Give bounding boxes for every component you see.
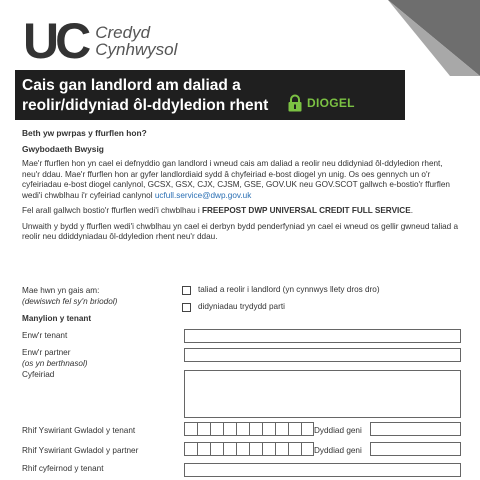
partner-name-text: Enw'r partner (22, 348, 71, 357)
partner-name-input[interactable] (184, 348, 461, 362)
partner-name-hint: (os yn berthnasol) (22, 358, 88, 368)
email-link[interactable]: ucfull.service@dwp.gov.uk (154, 190, 252, 200)
managed-payment-checkbox[interactable] (182, 286, 191, 295)
intro-section (22, 125, 462, 243)
title-banner (15, 70, 405, 120)
tenant-ref-label: Rhif cyfeirnod y tenant (22, 464, 104, 473)
managed-payment-option-label: taliad a reolir i landlord (yn cynnwys llety dros dro) (198, 285, 380, 294)
partner-name-label (22, 348, 88, 369)
partner-dob-input[interactable] (370, 442, 461, 456)
lock-icon (287, 94, 303, 112)
universal-credit-logo (23, 13, 178, 69)
intro-paragraph-2 (22, 206, 462, 217)
important-info-heading: Gwybodaeth Bwysig (22, 143, 104, 154)
tenant-ni-label: Rhif Yswiriant Gwladol y tenant (22, 426, 136, 435)
tenant-ref-input[interactable] (184, 463, 461, 477)
intro-paragraph-1 (22, 159, 462, 201)
tenant-dob-input[interactable] (370, 422, 461, 436)
purpose-question: Beth yw pwrpas y ffurflen hon? (22, 128, 147, 138)
third-party-deductions-option-label: didyniadau trydydd parti (198, 302, 285, 311)
third-party-deductions-checkbox[interactable] (182, 303, 191, 312)
address-input[interactable] (184, 370, 461, 418)
applying-for-hint: (dewiswch fel sy'n briodol) (22, 296, 118, 306)
partner-ni-label: Rhif Yswiriant Gwladol y partner (22, 446, 139, 455)
tenant-ni-input[interactable] (184, 422, 314, 436)
applying-for-text: Mae hwn yn gais am: (22, 286, 100, 295)
partner-ni-input[interactable] (184, 442, 314, 456)
intro-para1-text: Mae'r ffurflen hon yn cael ei defnyddio gan landlord i wneud cais am daliad a reolir neu ddidyniad ôl-ddyledion rhent, neu'r ddau. Mae'r ffurflen hon ar gyfer landlordiaid sydd â chyfeiriad e-bost diogel yn unig. Os oes gennych un o'r cyfeiriadau e-bost diogel canlynol, GCSX, GSX, CJX, CJSM, GSE, GOV.UK neu GOV.SCOT gallwch e-bostio'r ffurflen wedi'i chwblhau i'r cyfeiriad canlynol (22, 159, 450, 200)
tenant-name-label: Enw'r tenant (22, 331, 68, 340)
applying-for-label (22, 286, 117, 307)
page-title: Cais gan landlord am daliad a reolir/didyniad ôl-ddyledion rhent (22, 77, 269, 114)
corner-fold-graphic (388, 0, 480, 76)
secure-label: DIOGEL (307, 96, 355, 110)
tenant-dob-label: Dyddiad geni (314, 426, 362, 435)
intro-para2-prefix: Fel arall gallwch bostio'r ffurflen wedi'i chwblhau i (22, 206, 200, 215)
secure-badge (287, 94, 355, 112)
freepost-address: FREEPOST DWP UNIVERSAL CREDIT FULL SERVICE (202, 206, 411, 215)
address-label: Cyfeiriad (22, 370, 55, 379)
logo-word-cynhwysol: Cynhwysol (95, 40, 178, 59)
partner-dob-label: Dyddiad geni (314, 446, 362, 455)
logo-mark: UC (23, 13, 88, 69)
intro-paragraph-3: Unwaith y bydd y ffurflen wedi'i chwblhau yn cael ei derbyn bydd penderfyniad yn cael ei wneud os gellir gwneud taliad a reolir neu ddiddyniadau ôl-ddyledion rhent neu'r ddau. (22, 221, 459, 241)
tenant-name-input[interactable] (184, 329, 461, 343)
logo-word-credyd: Credyd (95, 23, 151, 42)
tenant-details-heading: Manylion y tenant (22, 314, 92, 323)
intro-para2-suffix: . (410, 206, 413, 215)
